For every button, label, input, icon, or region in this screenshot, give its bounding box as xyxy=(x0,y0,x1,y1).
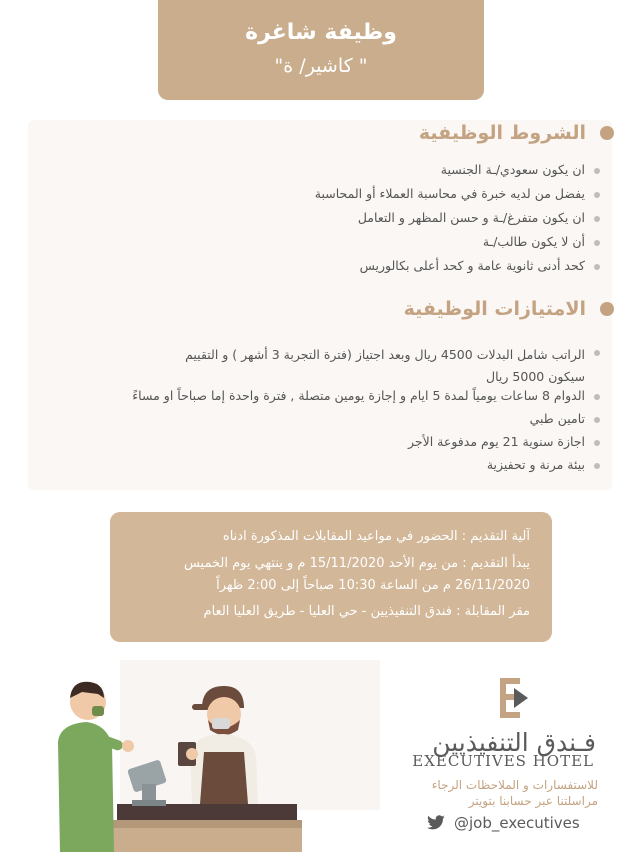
cashier-mask xyxy=(212,718,230,729)
cashier-apron xyxy=(200,752,248,804)
bullet-icon xyxy=(594,417,600,423)
list-item: يفضل من لديه خبرة في محاسبة العملاء أو المحاسبة xyxy=(40,186,600,210)
section-bullet-icon xyxy=(600,302,614,316)
vacancy-title: وظيفة شاغرة xyxy=(245,20,397,45)
list-item: ان يكون متفرغ/ـة و حسن المظهر و التعامل xyxy=(40,210,600,234)
requirements-list xyxy=(40,162,600,282)
apply-end: 26/11/2020 م من الساعة 10:30 صباحاً إلى 2:00 ظهراً xyxy=(216,578,530,593)
list-item: الراتب شامل البدلات 4500 ريال وبعد اجتياز (فترة التجربة 3 أشهر ) و التقييم سيكون 5000 ريال xyxy=(30,344,600,388)
benefits-title: الامتيازات الوظيفية xyxy=(403,298,586,320)
customer-mask xyxy=(92,706,104,716)
bullet-icon xyxy=(594,463,600,469)
apply-method: آلية التقديم : الحضور في مواعيد المقابلات المذكورة ادناه xyxy=(222,529,530,544)
bullet-icon xyxy=(594,240,600,246)
bullet-icon xyxy=(594,264,600,270)
twitter-icon xyxy=(426,815,446,831)
section-bullet-icon xyxy=(600,126,614,140)
hotel-name-ar: فـندق التنفيذيين xyxy=(432,728,596,757)
contact-line-1: للاستفسارات و الملاحظات الرجاء xyxy=(431,778,598,792)
bullet-icon xyxy=(594,216,600,222)
interview-location: مقر المقابلة : فندق التنفيذيين - حي العليا - طريق العليا العام xyxy=(203,604,530,619)
list-item: اجازة سنوية 21 يوم مدفوعة الأجر xyxy=(30,434,600,457)
list-item: أن لا يكون طالب/ـة xyxy=(40,234,600,258)
twitter-handle-text: @job_executives xyxy=(454,814,580,832)
counter-top xyxy=(117,804,297,820)
list-item: تامين طبي xyxy=(30,411,600,434)
job-title: "كاشير/ ة " xyxy=(274,55,368,77)
requirements-heading xyxy=(419,122,614,144)
bullet-icon xyxy=(594,168,600,174)
bullet-icon xyxy=(594,192,600,198)
cashier-illustration xyxy=(52,672,302,852)
twitter-handle[interactable] xyxy=(426,814,580,832)
bullet-icon xyxy=(594,350,600,356)
bullet-icon xyxy=(594,394,600,400)
list-item: الدوام 8 ساعات يومياً لمدة 5 ايام و إجازة يومين متصلة , فترة واحدة إما صباحاً او مساءً xyxy=(30,388,600,411)
hotel-logo-icon xyxy=(496,676,530,720)
benefits-heading xyxy=(404,298,614,320)
vacancy-header xyxy=(158,0,484,100)
application-info-box xyxy=(110,512,552,642)
apply-start: يبدأ التقديم : من يوم الأحد 15/11/2020 م و ينتهي يوم الخميس xyxy=(183,556,530,571)
contact-line-2: مراسلتنا عبر حسابنا بتويتر xyxy=(468,794,598,808)
bullet-icon xyxy=(594,440,600,446)
hotel-name-en: EXECUTIVES HOTEL xyxy=(412,752,594,770)
list-item: بيئة مرنة و تحفيزية xyxy=(30,457,600,480)
list-item: كحد أدنى ثانوية عامة و كحد أعلى بكالوريس xyxy=(40,258,600,282)
benefits-list xyxy=(30,344,600,480)
list-item: ان يكون سعودي/ـة الجنسية xyxy=(40,162,600,186)
requirements-title: الشروط الوظيفية xyxy=(418,122,586,144)
